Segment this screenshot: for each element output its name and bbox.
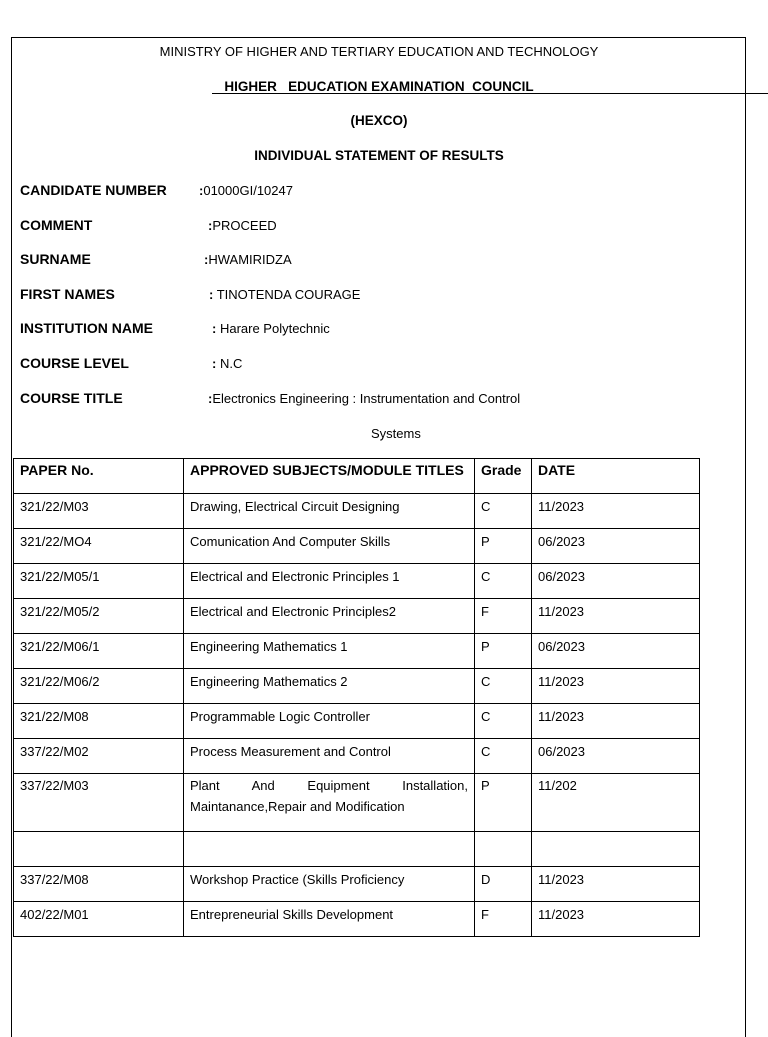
module-title: Entrepreneurial Skills Development (184, 902, 475, 937)
date: 11/2023 (532, 669, 700, 704)
grade: C (475, 704, 532, 739)
first-names-label: FIRST NAMES (20, 286, 115, 302)
date: 11/2023 (532, 599, 700, 634)
date: 06/2023 (532, 739, 700, 774)
table-row (14, 867, 700, 902)
paper-number: 321/22/M05/2 (14, 599, 184, 634)
date: 06/2023 (532, 564, 700, 599)
table-row-empty (14, 832, 700, 867)
results-table (13, 458, 700, 937)
comment-value: :PROCEED (208, 218, 277, 233)
date (532, 832, 700, 867)
table-row (14, 564, 700, 599)
module-title: Electrical and Electronic Principles 1 (184, 564, 475, 599)
institution-name-value: : Harare Polytechnic (212, 321, 330, 336)
table-row (14, 529, 700, 564)
first-names-value: : TINOTENDA COURAGE (209, 287, 361, 302)
grade: P (475, 529, 532, 564)
grade: C (475, 669, 532, 704)
table-row (14, 704, 700, 739)
module-title: Process Measurement and Control (184, 739, 475, 774)
table-header-row (14, 459, 700, 494)
module-title (184, 832, 475, 867)
module-title: Workshop Practice (Skills Proficiency (184, 867, 475, 902)
grade: C (475, 564, 532, 599)
table-row (14, 774, 700, 832)
module-title: Drawing, Electrical Circuit Designing (184, 494, 475, 529)
grade: F (475, 599, 532, 634)
comment-label: COMMENT (20, 217, 93, 233)
course-title-continuation: Systems (371, 426, 421, 441)
course-level-value: : N.C (212, 356, 243, 371)
paper-number: 321/22/M05/1 (14, 564, 184, 599)
date: 11/2023 (532, 902, 700, 937)
header-module-titles: APPROVED SUBJECTS/MODULE TITLES (184, 459, 475, 494)
paper-number: 337/22/M02 (14, 739, 184, 774)
grade (475, 832, 532, 867)
grade: D (475, 867, 532, 902)
grade: P (475, 634, 532, 669)
paper-number: 321/22/MO4 (14, 529, 184, 564)
paper-number: 337/22/M03 (14, 774, 184, 832)
grade: C (475, 494, 532, 529)
grade: P (475, 774, 532, 832)
institution-name-label: INSTITUTION NAME (20, 320, 153, 336)
course-title-value: :Electronics Engineering : Instrumentation and Control (208, 391, 521, 406)
paper-number: 402/22/M01 (14, 902, 184, 937)
table-row (14, 494, 700, 529)
council-heading: HIGHER EDUCATION EXAMINATION COUNCIL (224, 79, 534, 94)
council-abbreviation: (HEXCO) (350, 113, 408, 128)
module-title: Engineering Mathematics 1 (184, 634, 475, 669)
table-row (14, 599, 700, 634)
header-paper-no: PAPER No. (14, 459, 184, 494)
paper-number: 321/22/M08 (14, 704, 184, 739)
module-title: Plant And Equipment Installation, Maintanance,Repair and Modification (184, 774, 475, 832)
course-level-label: COURSE LEVEL (20, 355, 129, 371)
grade: F (475, 902, 532, 937)
date: 11/2023 (532, 494, 700, 529)
paper-number: 321/22/M03 (14, 494, 184, 529)
surname-label: SURNAME (20, 251, 91, 267)
surname-value: :HWAMIRIDZA (204, 252, 292, 267)
date: 11/202 (532, 774, 700, 832)
paper-number: 321/22/M06/1 (14, 634, 184, 669)
table-row (14, 669, 700, 704)
ministry-heading: MINISTRY OF HIGHER AND TERTIARY EDUCATION AND TECHNOLOGY (159, 44, 599, 59)
council-underline (212, 93, 768, 94)
module-title: Engineering Mathematics 2 (184, 669, 475, 704)
table-row (14, 739, 700, 774)
date: 11/2023 (532, 867, 700, 902)
course-title-label: COURSE TITLE (20, 390, 123, 406)
candidate-number-value: :01000GI/10247 (199, 183, 293, 198)
grade: C (475, 739, 532, 774)
candidate-number-label: CANDIDATE NUMBER (20, 182, 167, 198)
header-grade: Grade (475, 459, 532, 494)
date: 06/2023 (532, 634, 700, 669)
paper-number: 321/22/M06/2 (14, 669, 184, 704)
module-title: Comunication And Computer Skills (184, 529, 475, 564)
date: 11/2023 (532, 704, 700, 739)
date: 06/2023 (532, 529, 700, 564)
table-row (14, 902, 700, 937)
module-title: Programmable Logic Controller (184, 704, 475, 739)
paper-number: 337/22/M08 (14, 867, 184, 902)
paper-number (14, 832, 184, 867)
module-title: Electrical and Electronic Principles2 (184, 599, 475, 634)
document-title: INDIVIDUAL STATEMENT OF RESULTS (254, 148, 504, 163)
header-date: DATE (532, 459, 700, 494)
table-row (14, 634, 700, 669)
